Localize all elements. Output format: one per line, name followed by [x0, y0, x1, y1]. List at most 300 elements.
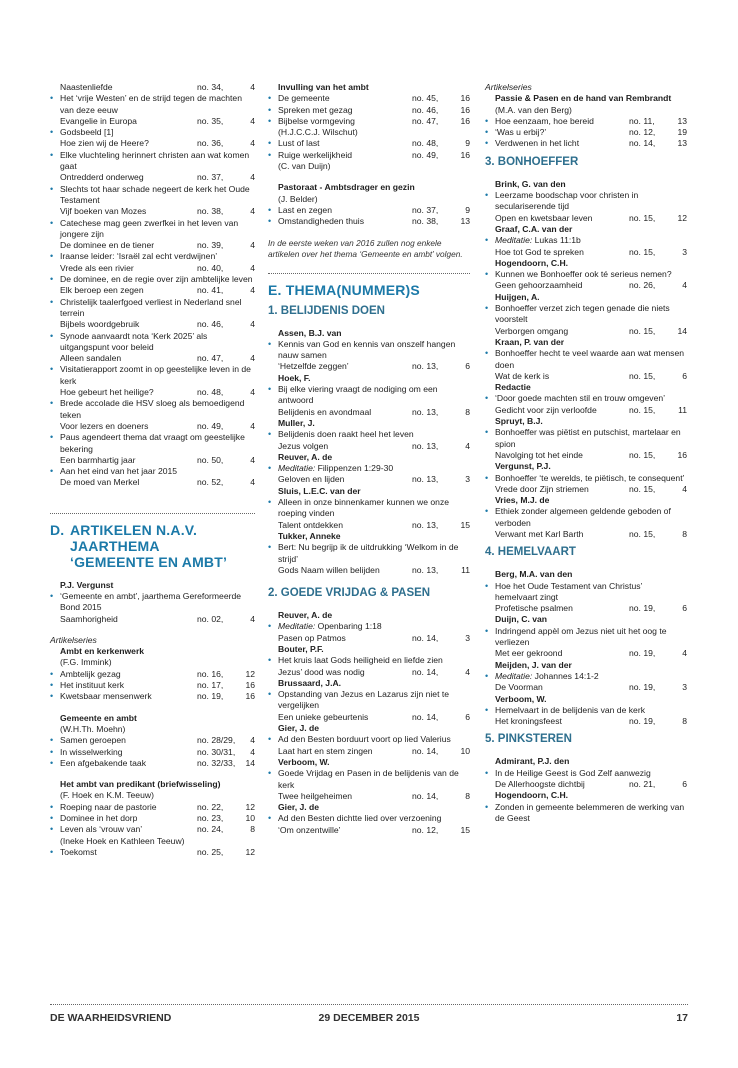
page-number: 14 [677, 325, 687, 336]
entry-text: Kwetsbaar mensenwerk [60, 691, 152, 702]
bulleted-entry [268, 116, 470, 127]
article-entry [485, 779, 687, 790]
issue-number: no. 19, [629, 716, 656, 727]
entry-text: Christelijk taalerfgoed verliest in Nederland snel terrein [60, 296, 242, 318]
bullet-icon: • [268, 542, 272, 553]
page-number: 9 [465, 138, 470, 149]
entry-text: Naastenliefde [60, 82, 113, 92]
series-author: (H.J.C.C.J. Wilschut) [278, 127, 358, 138]
bullet-icon: • [50, 466, 54, 477]
entry-text: Paus agendeert thema dat vraagt om geestelijke bekering [60, 432, 245, 454]
entry-text: Saamhorigheid [60, 613, 118, 624]
issue-number: no. 12, [412, 824, 439, 835]
issue-number: no. 13, [412, 361, 439, 372]
bulleted-entry [485, 190, 687, 213]
spacer [485, 559, 687, 569]
issue-number: no. 17, [197, 680, 224, 691]
page-number: 4 [250, 285, 255, 296]
bulleted-entry [268, 542, 470, 565]
bulleted-entry [50, 432, 255, 455]
page-number: 13 [677, 138, 687, 149]
series-label: Artikelseries [50, 634, 97, 645]
article-entry [485, 405, 687, 416]
entry-text: Bonhoeffer was piëtist en putschist, martelaar en spion [495, 427, 681, 449]
author-or-series-name: Huijgen, A. [495, 291, 540, 302]
entry-text: Verwant met Karl Barth [495, 528, 584, 539]
entry-text: De gemeente [278, 93, 330, 104]
bullet-icon: • [485, 269, 489, 280]
page-number: 4 [250, 387, 255, 398]
entry-text: Het kruis laat Gods heiligheid en liefde zien [278, 655, 443, 666]
bullet-icon: • [50, 274, 54, 285]
bullet-icon: • [485, 190, 489, 201]
entry-text: ‘Om onzentwille’ [278, 824, 341, 835]
author-or-series-name: Duijn, C. van [495, 614, 548, 625]
bullet-icon: • [485, 704, 489, 715]
bulleted-entry [50, 274, 255, 285]
page-number: 3 [465, 632, 470, 643]
entry-text: Met eer gekroond [495, 648, 563, 659]
entry-text: Ad den Besten borduurt voort op lied Valerius [278, 734, 451, 745]
entry-text: Ambtelijk gezag [60, 668, 121, 679]
bulleted-entry [50, 184, 255, 207]
page-number: 3 [682, 682, 687, 693]
bulleted-entry [268, 339, 470, 362]
article-entry [485, 326, 687, 337]
bullet-icon: • [50, 801, 54, 812]
bullet-icon: • [50, 680, 54, 691]
entry-text: Kunnen we Bonhoeffer ook té serieus nemen? [495, 269, 672, 280]
issue-number: no. 11, [629, 115, 655, 126]
entry-text: Geloven en lijden [278, 474, 345, 485]
bulleted-entry [268, 205, 470, 216]
spacer [485, 169, 687, 179]
article-entry [50, 82, 255, 93]
entry-text: De moed van Merkel [60, 477, 140, 488]
article-entry [50, 240, 255, 251]
bulleted-entry [268, 93, 470, 104]
bulleted-entry [485, 269, 687, 280]
issue-number: no. 13, [412, 564, 439, 575]
entry-text: Bert: Nu begrijp ik de uitdrukking ‘Welkom in de strijd’ [278, 542, 459, 564]
footer-publication: DE WAARHEIDSVRIEND [50, 1012, 172, 1024]
issue-number: no. 26, [629, 280, 656, 291]
issue-number: no. 19, [197, 691, 224, 702]
entry-text: Belijdenis en avondmaal [278, 406, 372, 417]
bullet-icon: • [268, 497, 272, 508]
issue-number: no. 15, [629, 246, 656, 257]
bulleted-entry [485, 127, 687, 138]
entry-text: Kennis van God en kennis van onszelf hangen nauw samen [278, 338, 456, 361]
footer-page-number: 17 [676, 1012, 688, 1024]
entry-text: Verborgen omgang [495, 325, 569, 336]
entry-text: Alleen sandalen [60, 353, 122, 364]
bullet-icon: • [485, 303, 489, 314]
bullet-icon: • [50, 668, 54, 679]
entry-text: Jezus’ dood was nodig [278, 666, 365, 677]
page-number: 10 [245, 813, 255, 824]
issue-number: no. 38, [197, 206, 224, 217]
author-or-series-name: Bouter, P.F. [278, 643, 324, 654]
bulleted-entry [50, 813, 255, 824]
bulleted-entry [50, 758, 255, 769]
bullet-icon: • [50, 813, 54, 824]
bulleted-entry [50, 591, 255, 614]
entry-text: Elke vluchteling herinnert christen aan wat komen gaat [60, 149, 250, 172]
issue-number: no. 13, [412, 474, 439, 485]
page-number: 16 [677, 449, 687, 460]
bullet-icon: • [50, 398, 54, 409]
author-or-series-name: Reuver, A. de [278, 610, 333, 621]
page-number: 4 [250, 240, 255, 251]
article-entry [268, 633, 470, 644]
article-entry [50, 263, 255, 274]
bulleted-entry [50, 824, 255, 835]
spacer [268, 318, 470, 328]
issue-number: no. 21, [629, 779, 656, 790]
entry-text: In wisselwerking [60, 746, 123, 757]
author-or-series-name: Admirant, P.J. den [495, 756, 570, 767]
bulleted-entry [50, 680, 255, 691]
page-number: 4 [682, 280, 687, 291]
entry-text: Hoe eenzaam, hoe bereid [495, 115, 594, 126]
section-heading-line [50, 554, 255, 570]
entry-text: Brede accolade die HSV sloeg als bemoedigend teken [60, 398, 245, 420]
series-author: (C. van Duijn) [278, 161, 331, 172]
bulleted-entry [485, 473, 687, 484]
bulleted-entry [485, 427, 687, 450]
page-number: 4 [250, 172, 255, 183]
bullet-icon: • [268, 216, 272, 227]
issue-number: no. 15, [629, 528, 656, 539]
article-entry [50, 116, 255, 127]
page-number: 8 [682, 528, 687, 539]
issue-number: no. 14, [412, 745, 439, 756]
meditation-label: Meditatie: [495, 235, 533, 246]
page-number: 15 [460, 824, 470, 835]
bulleted-entry [50, 735, 255, 746]
bullet-icon: • [485, 801, 489, 812]
page-number: 4 [250, 613, 255, 624]
page-number: 4 [250, 746, 255, 757]
issue-number: no. 14, [412, 711, 439, 722]
author-or-series-name: Invulling van het ambt [278, 82, 369, 92]
article-entry [485, 247, 687, 258]
page-number: 4 [465, 440, 470, 451]
article-entry [50, 319, 255, 330]
entry-text: Voor lezers en doeners [60, 420, 149, 431]
issue-number: no. 23, [197, 813, 224, 824]
page-number: 4 [250, 319, 255, 330]
bulleted-entry [268, 655, 470, 666]
article-entry [50, 614, 255, 625]
issue-number: no. 47, [412, 115, 439, 126]
page-number: 16 [460, 115, 470, 126]
entry-text: ‘Was u erbij?’ [495, 127, 547, 138]
bullet-icon: • [268, 734, 272, 745]
article-entry [50, 353, 255, 364]
issue-number: no. 13, [412, 519, 439, 530]
page-number: 13 [677, 115, 687, 126]
bullet-icon: • [268, 689, 272, 700]
issue-number: no. 52, [197, 477, 224, 488]
article-entry [485, 450, 687, 461]
issue-number: no. 49, [197, 420, 224, 431]
author-or-series-name: Gemeente en ambt [60, 712, 137, 723]
entry-text: Bijbelse vormgeving [278, 115, 355, 126]
issue-number: no. 15, [629, 325, 656, 336]
bullet-icon: • [268, 93, 272, 104]
bulleted-entry [268, 105, 470, 116]
bulleted-entry [50, 331, 255, 354]
entry-text: Bijbels woordgebruik [60, 319, 140, 330]
page-number: 6 [465, 361, 470, 372]
entry-text: ‘Door goede machten stil en trouw omgeven’ [495, 393, 666, 404]
issue-number: no. 12, [629, 127, 656, 138]
issue-number: no. 36, [197, 138, 224, 149]
article-entry [485, 603, 687, 614]
entry-text: Zonden in gemeente belemmeren de werking van de Geest [495, 801, 685, 823]
footer-divider [50, 1004, 688, 1005]
article-entry [268, 407, 470, 418]
author-or-series-name: Gier, J. de [278, 802, 320, 813]
entry-text: Ad den Besten dichtte lied over verzoening [278, 813, 442, 824]
subsection-heading: 4. HEMELVAART [485, 546, 576, 559]
bullet-icon: • [485, 427, 489, 438]
spacer [268, 228, 470, 238]
entry-text: Dominee in het dorp [60, 813, 138, 824]
issue-number: no. 32/33, [197, 757, 236, 768]
section-letter: D. [50, 521, 65, 538]
issue-number: no. 50, [197, 454, 224, 465]
bullet-icon: • [50, 251, 54, 262]
page-number: 16 [245, 680, 255, 691]
bulleted-entry [485, 802, 687, 825]
bullet-icon: • [50, 93, 54, 104]
page-number: 8 [465, 406, 470, 417]
issue-number: no. 37, [197, 172, 224, 183]
bulleted-entry [50, 251, 255, 262]
subsection-heading: 2. GOEDE VRIJDAG & PASEN [268, 587, 431, 600]
bulleted-entry [50, 847, 255, 858]
entry-text: Spreken met gezag [278, 104, 353, 115]
entry-text: Gods Naam willen belijden [278, 564, 380, 575]
issue-number: no. 14, [412, 666, 439, 677]
article-entry [50, 285, 255, 296]
article-entry [268, 825, 470, 836]
subsection-heading: 5. PINKSTEREN [485, 733, 572, 746]
article-entry [268, 712, 470, 723]
entry-text: Alleen in onze binnenkamer kunnen we onze roeping vinden [278, 497, 450, 519]
page-number: 8 [465, 790, 470, 801]
bullet-icon: • [485, 138, 489, 149]
page-number: 4 [250, 420, 255, 431]
entry-text: ‘Hetzelfde zeggen’ [278, 361, 349, 372]
article-entry [485, 529, 687, 540]
author-or-series-name: Gier, J. de [278, 723, 320, 734]
column-left [50, 82, 255, 858]
page-number: 12 [245, 846, 255, 857]
article-entry [50, 477, 255, 488]
issue-number: no. 47, [197, 353, 224, 364]
entry-text: Bonhoeffer hecht te veel waarde aan wat mensen doen [495, 348, 685, 370]
author-or-series-name: Tukker, Anneke [278, 530, 341, 541]
spacer [50, 769, 255, 779]
meditation-label: Meditatie: [278, 463, 316, 474]
page-number: 8 [682, 716, 687, 727]
author-or-series-name: Sluis, L.E.C. van der [278, 485, 361, 496]
bulleted-entry [268, 150, 470, 161]
entry-text: Toekomst [60, 846, 97, 857]
entry-text: Godsbeeld [1] [60, 127, 114, 138]
bullet-icon: • [268, 813, 272, 824]
issue-number: no. 34, [197, 82, 224, 92]
bullet-icon: • [50, 183, 54, 194]
entry-text: Leerzame boodschap voor christen in seculariserende tijd [495, 190, 639, 212]
author-or-series-name: Het ambt van predikant (briefwisseling) [60, 779, 221, 790]
bulleted-entry [485, 235, 687, 246]
page-number: 19 [677, 127, 687, 138]
entry-text: Twee heilgeheimen [278, 790, 353, 801]
issue-number: no. 46, [197, 319, 224, 330]
author-or-series-name: Ambt en kerkenwerk [60, 646, 145, 657]
entry-text: Hemelvaart in de belijdenis van de kerk [495, 704, 645, 715]
bullet-icon: • [268, 463, 272, 474]
issue-number: no. 40, [197, 262, 224, 273]
entry-text: Belijdenis doen raakt heel het leven [278, 429, 414, 440]
article-entry [268, 441, 470, 452]
entry-text: Het instituut kerk [60, 680, 124, 691]
issue-number: no. 02, [197, 613, 224, 624]
bullet-icon: • [485, 767, 489, 778]
entry-text: Vrede als een rivier [60, 262, 134, 273]
author-or-series-name: Graaf, C.A. van der [495, 223, 573, 234]
article-entry [485, 371, 687, 382]
issue-number: no. 14, [412, 632, 439, 643]
bulleted-entry [50, 691, 255, 702]
bullet-icon: • [268, 621, 272, 632]
bullet-icon: • [268, 338, 272, 349]
entry-text: Een barmhartig jaar [60, 454, 136, 465]
bullet-icon: • [50, 691, 54, 702]
page-number: 3 [465, 474, 470, 485]
footer-date: 29 DECEMBER 2015 [318, 1012, 420, 1024]
article-entry [485, 648, 687, 659]
entry-text: Het ‘vrije Westen’ en de strijd tegen de machten van deze eeuw [60, 93, 242, 115]
issue-number: no. 19, [629, 682, 656, 693]
issue-number: no. 48, [412, 138, 439, 149]
page-number: 16 [460, 104, 470, 115]
page-number: 13 [460, 216, 470, 227]
entry-text: Evangelie in Europa [60, 115, 137, 126]
meditation-reference: Filippenzen 1:29-30 [315, 463, 394, 474]
bulleted-entry [485, 705, 687, 716]
bulleted-entry [268, 138, 470, 149]
page-number: 8 [250, 824, 255, 835]
bulleted-entry [50, 669, 255, 680]
bullet-icon: • [268, 104, 272, 115]
column-right [485, 82, 687, 824]
bulleted-entry [268, 384, 470, 407]
page-number: 11 [678, 404, 687, 415]
bullet-icon: • [268, 655, 272, 666]
page-number: 6 [682, 370, 687, 381]
entry-text: Omstandigheden thuis [278, 216, 364, 227]
section-title-text: ARTIKELEN N.A.V. JAARTHEMA [70, 521, 198, 554]
entry-text: Slechts tot haar schade negeert de kerk het Oude Testament [60, 183, 250, 205]
issue-number: no. 22, [197, 801, 224, 812]
author-or-series-name: Vergunst, P.J. [495, 461, 551, 472]
page-number: 6 [682, 603, 687, 614]
page-number: 4 [250, 454, 255, 465]
entry-text: Ethiek zonder algemeen geldende geboden of verboden [495, 506, 671, 528]
entry-text [278, 621, 470, 632]
issue-number: no. 19, [629, 603, 656, 614]
author-or-series-name: Berg, M.A. van den [495, 569, 573, 580]
bulleted-entry [50, 150, 255, 173]
issue-number: no. 15, [629, 449, 656, 460]
page-number: 6 [465, 711, 470, 722]
bulleted-entry [485, 506, 687, 529]
bulleted-entry [268, 689, 470, 712]
bullet-icon: • [485, 625, 489, 636]
issue-number: no. 48, [197, 387, 224, 398]
page-number: 4 [250, 206, 255, 217]
page-number: 6 [682, 779, 687, 790]
issue-number: no. 16, [197, 668, 224, 679]
page-number: 16 [245, 691, 255, 702]
bulleted-entry [268, 463, 470, 474]
bulleted-entry [485, 303, 687, 326]
bullet-icon: • [268, 149, 272, 160]
spacer [50, 489, 255, 513]
bulleted-entry [50, 364, 255, 387]
bulleted-entry [50, 297, 255, 320]
entry-text: De dominee, en de regie over zijn ambtelijke leven [60, 274, 253, 285]
bulleted-entry [485, 768, 687, 779]
bulleted-entry [485, 393, 687, 404]
page-number: 11 [461, 564, 470, 575]
bullet-icon: • [268, 429, 272, 440]
bullet-icon: • [50, 824, 54, 835]
issue-number: no. 13, [412, 406, 439, 417]
entry-text: ‘Gemeente en ambt’, jaarthema Gereformeerde Bond 2015 [60, 590, 242, 613]
entry-text: Bij elke viering vraagt de nodiging om een antwoord [278, 384, 438, 406]
spacer [268, 600, 470, 610]
article-entry [268, 565, 470, 576]
series-author: (Ineke Hoek en Kathleen Teeuw) [60, 835, 185, 846]
spacer [50, 514, 255, 522]
section-letter [50, 554, 70, 570]
bullet-icon: • [50, 296, 54, 307]
entry-text: Open en kwetsbaar leven [495, 212, 593, 223]
issue-number: no. 41, [197, 285, 224, 296]
spacer [50, 625, 255, 635]
bullet-icon: • [485, 235, 489, 246]
article-entry [485, 716, 687, 727]
author-or-series-name: Muller, J. [278, 417, 315, 428]
page-number: 4 [250, 735, 255, 746]
article-entry [50, 387, 255, 398]
page-number: 4 [250, 353, 255, 364]
issue-number: no. 15, [629, 404, 656, 415]
issue-number: no. 13, [412, 440, 439, 451]
entry-text: Ruige werkelijkheid [278, 149, 353, 160]
issue-number: no. 19, [629, 648, 656, 659]
entry-text: Een unieke gebeurtenis [278, 711, 369, 722]
article-entry [485, 682, 687, 693]
author-or-series-name: Brink, G. van den [495, 178, 566, 189]
